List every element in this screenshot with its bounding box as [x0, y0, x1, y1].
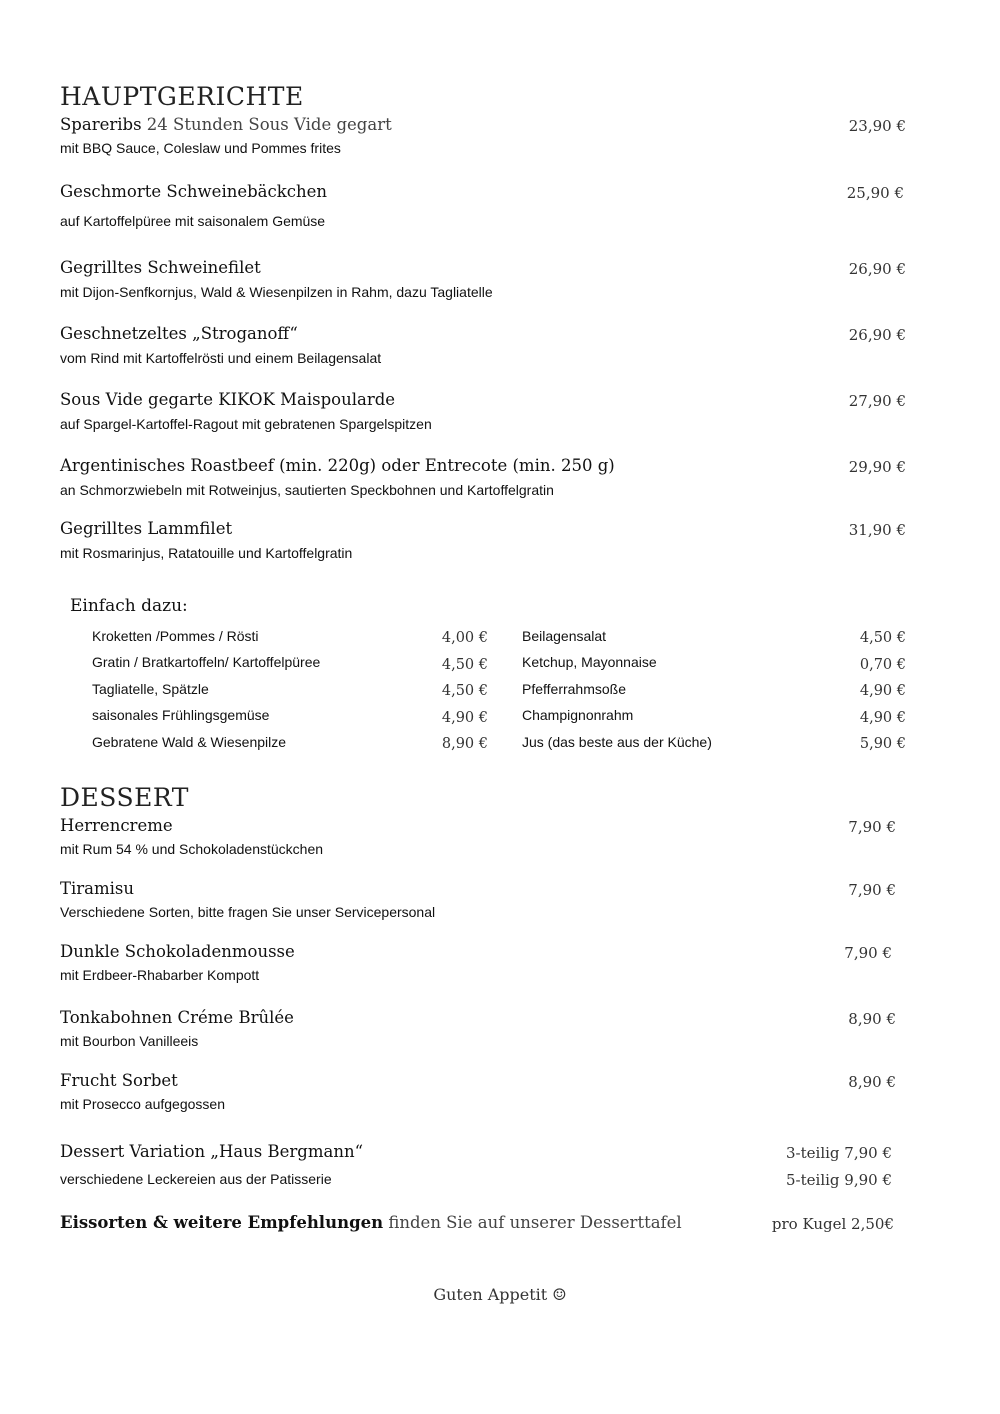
side-item-label: Gebratene Wald & Wiesenpilze	[92, 734, 287, 750]
side-item-label: saisonales Frühlingsgemüse	[92, 707, 270, 723]
dessert-description: mit Erdbeer-Rhabarber Kompott	[60, 967, 260, 983]
dish-name: Gegrilltes Schweinefilet	[60, 258, 261, 277]
side-item-label: Champignonrahm	[522, 707, 634, 723]
dessert-description: Verschiedene Sorten, bitte fragen Sie unser Servicepersonal	[60, 904, 436, 920]
dish-name: Gegrilltes Lammfilet	[60, 519, 233, 538]
side-item-price: 4,50 €	[441, 657, 488, 673]
dish-price: 26,90 €	[848, 260, 906, 278]
dish-price: 27,90 €	[848, 392, 906, 410]
dessert-name: Herrencreme	[60, 816, 173, 835]
side-item-label: Gratin / Bratkartoffeln/ Kartoffelpüree	[92, 654, 321, 670]
side-item-price: 4,90 €	[441, 710, 488, 726]
side-item-label: Tagliatelle, Spätzle	[92, 681, 209, 697]
dish-name: Geschmorte Schweinebäckchen	[60, 182, 328, 201]
section-title-main-courses: HAUPTGERICHTE	[60, 82, 304, 111]
dessert-price: 7,90 €	[848, 818, 896, 836]
dish-price: 23,90 €	[848, 117, 906, 135]
side-item-price: 4,50 €	[859, 630, 906, 646]
dessert-variation-price-5: 5-teilig 9,90 €	[786, 1171, 892, 1189]
sides-title: Einfach dazu:	[70, 596, 188, 616]
dessert-name: Frucht Sorbet	[60, 1071, 178, 1090]
side-item-price: 4,00 €	[441, 630, 488, 646]
side-item-price: 5,90 €	[859, 736, 906, 752]
ice-cream-name: Eissorten & weitere Empfehlungen	[60, 1213, 384, 1232]
dessert-description: mit Bourbon Vanilleeis	[60, 1033, 199, 1049]
dish-description: mit Rosmarinjus, Ratatouille und Kartoffelgratin	[60, 545, 353, 561]
side-item-price: 0,70 €	[859, 657, 906, 673]
side-item-price: 4,90 €	[859, 683, 906, 699]
section-title-dessert: DESSERT	[60, 783, 189, 812]
dessert-description: mit Rum 54 % und Schokoladenstückchen	[60, 841, 324, 857]
dessert-name: Dunkle Schokoladenmousse	[60, 942, 295, 961]
ice-cream-note: finden Sie auf unserer Desserttafel	[383, 1213, 682, 1232]
dish-name: Argentinisches Roastbeef (min. 220g) oder Entrecote (min. 250 g)	[60, 456, 615, 475]
side-item-label: Pfefferrahmsoße	[522, 681, 627, 697]
dish-description: mit Dijon-Senfkornjus, Wald & Wiesenpilzen in Rahm, dazu Tagliatelle	[60, 284, 493, 300]
ice-cream-price: pro Kugel 2,50€	[771, 1215, 894, 1233]
side-item-label: Beilagensalat	[522, 628, 607, 644]
footer-greeting: Guten Appetit ☺	[433, 1285, 567, 1304]
ice-cream-line	[60, 1213, 682, 1232]
side-item-price: 4,50 €	[441, 683, 488, 699]
side-item-price: 4,90 €	[859, 710, 906, 726]
dish-name: Geschnetzeltes „Stroganoff“	[60, 324, 298, 343]
dessert-price: 7,90 €	[848, 881, 896, 899]
side-item-label: Ketchup, Mayonnaise	[522, 654, 657, 670]
dish-name	[60, 115, 392, 134]
dish-name-extra: 24 Stunden Sous Vide gegart	[141, 115, 392, 134]
dessert-price: 7,90 €	[844, 944, 892, 962]
dessert-name: Tonkabohnen Créme Brûlée	[60, 1008, 294, 1027]
dish-description: auf Spargel-Kartoffel-Ragout mit gebratenen Spargelspitzen	[60, 416, 432, 432]
side-item-label: Kroketten /Pommes / Rösti	[92, 628, 259, 644]
dish-name-main: Spareribs	[60, 115, 142, 134]
side-item-price: 8,90 €	[441, 736, 488, 752]
dessert-variation-description: verschiedene Leckereien aus der Patisserie	[60, 1171, 332, 1187]
dessert-price: 8,90 €	[848, 1073, 896, 1091]
dish-name: Sous Vide gegarte KIKOK Maispoularde	[60, 390, 396, 409]
dish-description: an Schmorzwiebeln mit Rotweinjus, sautierten Speckbohnen und Kartoffelgratin	[60, 482, 554, 498]
dessert-name: Tiramisu	[60, 879, 135, 898]
dish-description: mit BBQ Sauce, Coleslaw und Pommes frites	[60, 140, 341, 156]
dish-price: 31,90 €	[848, 521, 906, 539]
side-item-label: Jus (das beste aus der Küche)	[522, 734, 712, 750]
dessert-description: mit Prosecco aufgegossen	[60, 1096, 225, 1112]
dish-description: auf Kartoffelpüree mit saisonalem Gemüse	[60, 213, 326, 229]
dessert-variation-price-3: 3-teilig 7,90 €	[786, 1144, 892, 1162]
dish-price: 26,90 €	[848, 326, 906, 344]
dish-price: 29,90 €	[848, 458, 906, 476]
dish-description: vom Rind mit Kartoffelrösti und einem Beilagensalat	[60, 350, 382, 366]
dish-price: 25,90 €	[846, 184, 904, 202]
dessert-variation-name: Dessert Variation „Haus Bergmann“	[60, 1142, 364, 1161]
dessert-price: 8,90 €	[848, 1010, 896, 1028]
